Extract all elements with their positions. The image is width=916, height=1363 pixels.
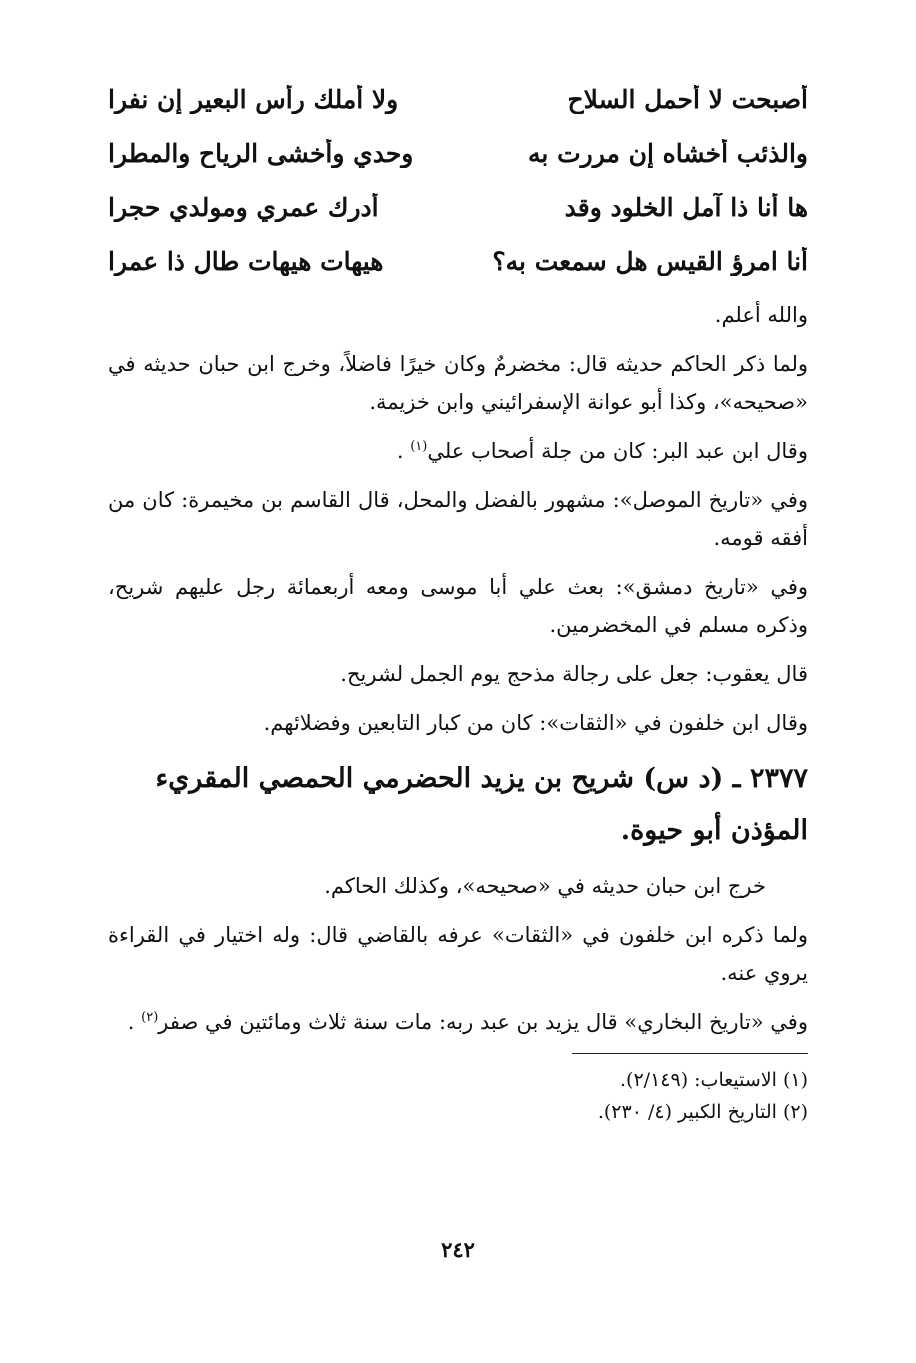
paragraph-text: وقال ابن عبد البر: كان من جلة أصحاب علي [427,439,808,463]
footnote: (١) الاستيعاب: (٢/١٤٩). [620,1069,808,1091]
paragraph [108,296,808,334]
verse-second-hemistich: أدرك عمري ومولدي حجرا [108,192,379,222]
paragraph [108,704,808,742]
paragraph-text: ولما ذكر الحاكم حديثه قال: مخضرمٌ وكان خيرًا فاضلاً، وخرج ابن حبان حديثه في «صحيحه»، وكذا أبو عوانة الإسفرائيني وابن خزيمة. [108,352,808,414]
paragraph-text: خرج ابن حبان حديثه في «صحيحه»، وكذلك الحاكم. [324,874,766,898]
verse-line [108,72,808,126]
paragraph [108,655,808,693]
verse-first-hemistich: أنا امرؤ القيس هل سمعت به؟ [492,246,808,276]
poem-block [108,72,808,288]
page-content [108,72,808,1128]
paragraph-tail: . [396,439,411,463]
verse-line [108,234,808,288]
verse-second-hemistich: هيهات هيهات طال ذا عمرا [108,246,384,276]
page-number: ٢٤٢ [441,1237,475,1262]
paragraph-text: وقال ابن خلفون في «الثقات»: كان من كبار التابعين وفضلائهم. [263,711,808,735]
paragraph [108,432,808,470]
paragraph [108,345,808,421]
verse-first-hemistich: والذئب أخشاه إن مررت به [528,138,808,168]
paragraph [108,481,808,557]
verse-line [108,126,808,180]
paragraph-text: ولما ذكره ابن خلفون في «الثقات» عرفه بالقاضي قال: وله اختيار في القراءة يروي عنه. [108,923,808,985]
paragraph [108,867,808,905]
paragraph [108,568,808,644]
paragraph-text: وفي «تاريخ دمشق»: بعث علي أبا موسى ومعه أربعمائة رجل عليهم شريح، وذكره مسلم في المخضرمين. [108,575,808,637]
paragraph [108,916,808,992]
verse-first-hemistich: أصبحت لا أحمل السلاح [567,84,808,114]
verse-second-hemistich: ولا أملك رأس البعير إن نفرا [108,84,399,114]
entry-heading: ٢٣٧٧ ـ (د س) شريح بن يزيد الحضرمي الحمصي المقريء المؤذن أبو حيوة. [155,763,808,846]
footnote-divider [572,1053,808,1054]
verse-line [108,180,808,234]
paragraph-tail: . [127,1010,142,1034]
paragraph-text: وفي «تاريخ الموصل»: مشهور بالفضل والمحل، قال القاسم بن مخيمرة: كان من أفقه قومه. [108,488,808,550]
footnote-reference[interactable]: (١) [410,439,428,454]
paragraph-text: والله أعلم. [714,303,808,327]
paragraph [108,1003,808,1041]
footnote: (٢) التاريخ الكبير (٤/ ٢٣٠). [597,1101,808,1123]
verse-second-hemistich: وحدي وأخشى الرياح والمطرا [108,138,414,168]
paragraph-text: قال يعقوب: جعل على رجالة مذحج يوم الجمل لشريح. [340,662,808,686]
paragraph-text: وفي «تاريخ البخاري» قال يزيد بن عبد ربه: مات سنة ثلاث ومائتين في صفر [158,1010,808,1034]
footnote-reference[interactable]: (٢) [141,1010,159,1025]
verse-first-hemistich: ها أنا ذا آمل الخلود وقد [564,192,808,222]
